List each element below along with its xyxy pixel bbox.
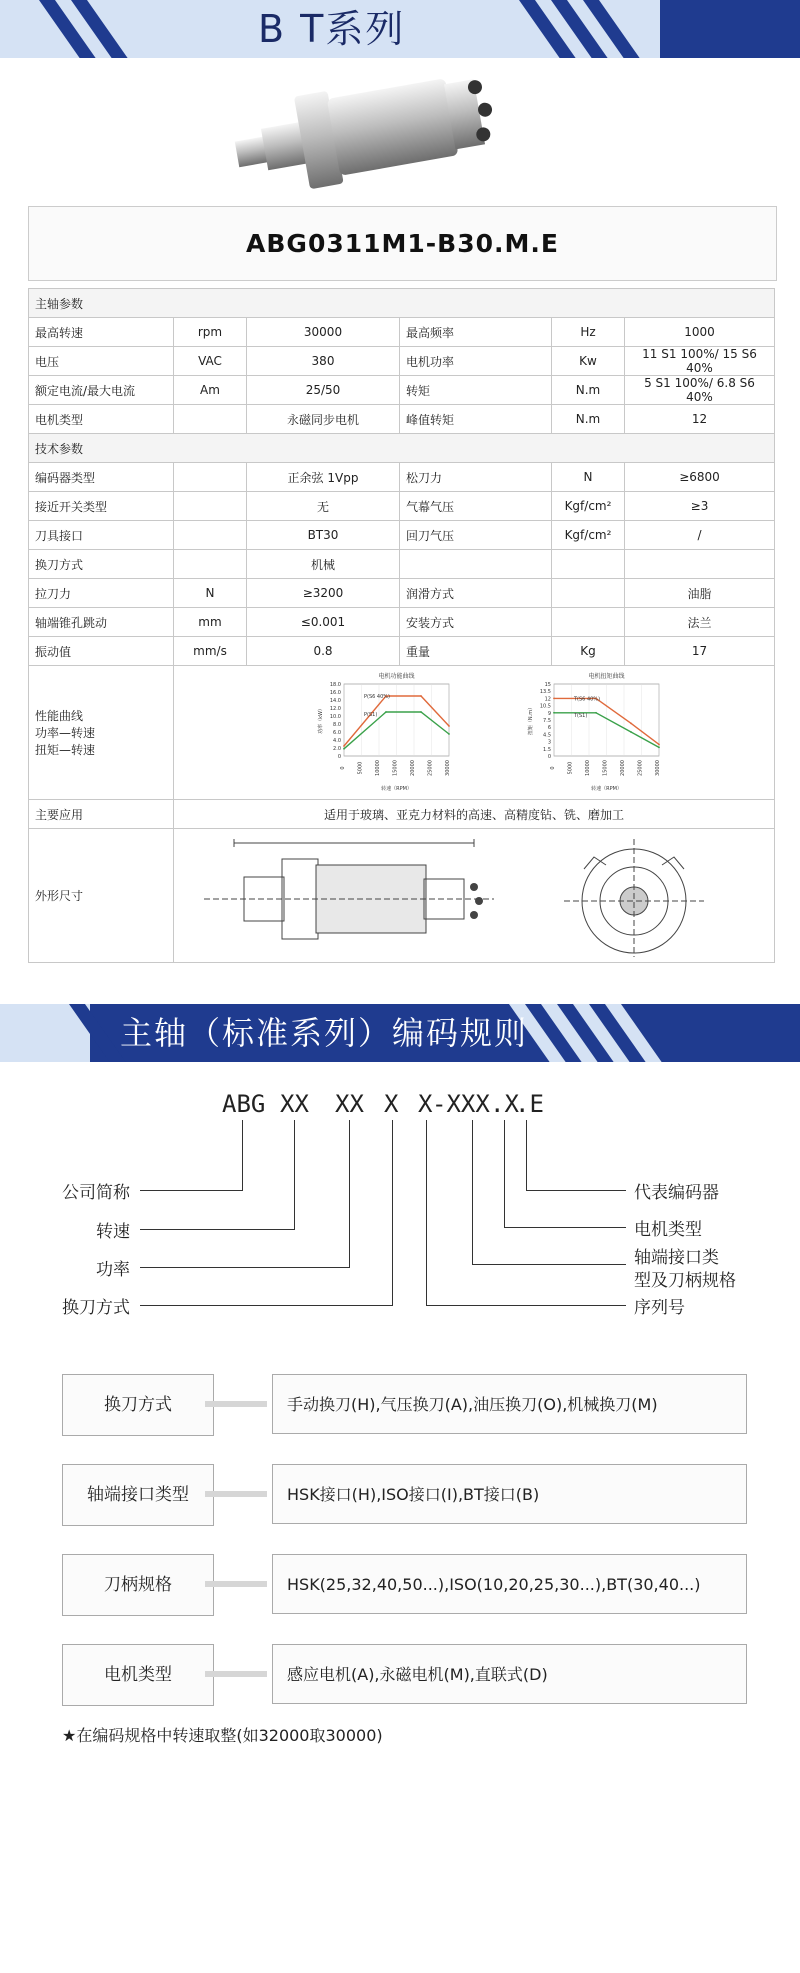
param-unit: N xyxy=(174,579,247,608)
param-value: 5 S1 100%/ 6.8 S6 40% xyxy=(625,376,775,405)
param-value: ≥3200 xyxy=(247,579,400,608)
spindle-product-image xyxy=(225,66,515,196)
table-row xyxy=(29,800,775,829)
table-row xyxy=(29,347,775,376)
enc-label-interface-2: 型及刀柄规格 xyxy=(634,1271,736,1291)
table-row xyxy=(29,463,775,492)
x-tick-label: 5000 xyxy=(357,761,364,775)
y-tick-label: 4.5 xyxy=(543,732,551,739)
rule-name: 轴端接口类型 xyxy=(62,1464,214,1526)
data-point xyxy=(553,698,555,700)
param-unit: mm/s xyxy=(174,637,247,666)
connector-line xyxy=(472,1120,473,1265)
spec-table xyxy=(28,288,775,963)
param-unit xyxy=(174,492,247,521)
param-label: 回刀气压 xyxy=(400,521,552,550)
y-tick-label: 3 xyxy=(547,739,551,746)
code-part: X xyxy=(384,1090,399,1118)
param-value: 法兰 xyxy=(625,608,775,637)
param-value: BT30 xyxy=(247,521,400,550)
param-label: 最高频率 xyxy=(400,318,552,347)
enc-label-power: 功率 xyxy=(96,1260,130,1280)
param-unit: N.m xyxy=(552,405,625,434)
param-unit: N.m xyxy=(552,376,625,405)
param-label: 拉刀力 xyxy=(29,579,174,608)
y-axis-label: 功率（kW） xyxy=(318,706,324,734)
x-tick-label: 15000 xyxy=(602,760,609,776)
param-label: 振动值 xyxy=(29,637,174,666)
y-tick-label: 18.0 xyxy=(329,682,341,688)
data-point xyxy=(420,695,422,697)
enc-label-company: 公司简称 xyxy=(62,1183,130,1203)
table-row xyxy=(29,492,775,521)
param-label: 轴端锥孔跳动 xyxy=(29,608,174,637)
y-tick-label: 0 xyxy=(547,754,551,760)
rule-divider xyxy=(205,1401,267,1407)
x-tick-label: 15000 xyxy=(392,760,399,776)
chart-title: 电机功能曲线 xyxy=(378,673,415,680)
connector-line xyxy=(349,1120,350,1268)
param-value: / xyxy=(625,521,775,550)
data-point xyxy=(385,711,387,713)
param-unit: Kgf/cm² xyxy=(552,492,625,521)
param-unit: Hz xyxy=(552,318,625,347)
param-unit xyxy=(174,521,247,550)
param-unit xyxy=(174,550,247,579)
rule-divider xyxy=(205,1671,267,1677)
code-part: .E xyxy=(515,1090,544,1118)
table-row xyxy=(29,521,775,550)
page-title: B T系列 xyxy=(258,7,406,51)
connector-line xyxy=(294,1120,295,1230)
rule-desc: 手动换刀(H),气压换刀(A),油压换刀(O),机械换刀(M) xyxy=(272,1374,747,1434)
param-label: 编码器类型 xyxy=(29,463,174,492)
param-value: 永磁同步电机 xyxy=(247,405,400,434)
rule-desc: HSK(25,32,40,50...),ISO(10,20,25,30...),BT(30,40...) xyxy=(272,1554,747,1614)
code-part: .X xyxy=(490,1090,519,1118)
param-value: 25/50 xyxy=(247,376,400,405)
param-label: 重量 xyxy=(400,637,552,666)
param-label: 接近开关类型 xyxy=(29,492,174,521)
connector-line xyxy=(504,1227,626,1228)
x-tick-label: 30000 xyxy=(445,760,451,776)
header-banner xyxy=(0,0,800,58)
code-part: XX xyxy=(280,1090,309,1118)
param-label: 松刀力 xyxy=(400,463,552,492)
y-tick-label: 12 xyxy=(544,696,551,703)
data-point xyxy=(630,722,632,724)
param-unit xyxy=(552,608,625,637)
series-label: P(S1) xyxy=(364,712,378,718)
connector-line xyxy=(140,1190,242,1191)
series-label: P(S6 40%) xyxy=(364,694,390,700)
param-label: 峰值转矩 xyxy=(400,405,552,434)
enc-label-encoder: 代表编码器 xyxy=(634,1183,719,1203)
encoding-banner xyxy=(0,1004,800,1062)
rule-name: 刀柄规格 xyxy=(62,1554,214,1616)
y-tick-label: 10.5 xyxy=(539,703,551,710)
table-row xyxy=(29,550,775,579)
x-tick-label: 10000 xyxy=(375,760,381,776)
y-axis-label: 扭矩（N.m） xyxy=(528,704,534,736)
param-value: ≥3 xyxy=(625,492,775,521)
perf-label: 扭矩—转速 xyxy=(35,743,96,757)
data-point xyxy=(343,745,345,747)
y-tick-label: 9 xyxy=(547,710,551,717)
connector-line xyxy=(526,1120,527,1191)
enc-label-toolchange: 换刀方式 xyxy=(62,1298,130,1318)
model-title: ABG0311M1-B30.M.E xyxy=(28,206,777,281)
param-label: 电压 xyxy=(29,347,174,376)
perf-label: 性能曲线 xyxy=(35,709,84,723)
y-tick-label: 14.0 xyxy=(329,698,341,704)
dim-drawing-cell xyxy=(174,829,775,963)
param-value: 30000 xyxy=(247,318,400,347)
param-label: 润滑方式 xyxy=(400,579,552,608)
param-unit xyxy=(552,579,625,608)
rule-desc: HSK接口(H),ISO接口(I),BT接口(B) xyxy=(272,1464,747,1524)
connector-line xyxy=(140,1305,392,1306)
enc-label-serial: 序列号 xyxy=(634,1298,685,1318)
y-tick-label: 7.5 xyxy=(543,718,551,724)
param-value: 0.8 xyxy=(247,637,400,666)
connector-line xyxy=(426,1120,427,1306)
param-value: 机械 xyxy=(247,550,400,579)
y-tick-label: 13.5 xyxy=(539,689,551,696)
table-row xyxy=(29,405,775,434)
data-point xyxy=(658,744,660,746)
param-label: 安装方式 xyxy=(400,608,552,637)
rule-divider xyxy=(205,1581,267,1587)
connector-line xyxy=(242,1120,243,1191)
connector-line xyxy=(426,1305,626,1306)
rule-name: 电机类型 xyxy=(62,1644,214,1706)
series-label: T(S6 40%) xyxy=(574,696,601,703)
perf-label-cell xyxy=(29,666,174,800)
x-tick-label: 20000 xyxy=(620,760,626,776)
dimension-drawing xyxy=(174,829,774,959)
x-tick-label: 25000 xyxy=(427,760,434,776)
param-value: 380 xyxy=(247,347,400,376)
data-point xyxy=(553,712,555,714)
param-unit: Kgf/cm² xyxy=(552,521,625,550)
param-value: 正余弦 1Vpp xyxy=(247,463,400,492)
data-point xyxy=(420,711,422,713)
param-unit xyxy=(552,550,625,579)
param-label: 换刀方式 xyxy=(29,550,174,579)
param-value: 12 xyxy=(625,405,775,434)
app-label: 主要应用 xyxy=(29,800,174,829)
param-label: 电机功率 xyxy=(400,347,552,376)
x-tick-label: 30000 xyxy=(655,760,661,776)
rule-name: 换刀方式 xyxy=(62,1374,214,1436)
encoding-title: 主轴（标准系列）编码规则 xyxy=(120,1014,529,1052)
y-tick-label: 16.0 xyxy=(329,690,341,696)
param-label: 额定电流/最大电流 xyxy=(29,376,174,405)
param-unit: Kw xyxy=(552,347,625,376)
data-point xyxy=(343,748,345,750)
connector-line xyxy=(392,1120,393,1306)
param-value: 11 S1 100%/ 15 S6 40% xyxy=(625,347,775,376)
param-label: 转矩 xyxy=(400,376,552,405)
param-label xyxy=(400,550,552,579)
connector-line xyxy=(526,1190,626,1191)
param-value: 17 xyxy=(625,637,775,666)
footnote: ★在编码规格中转速取整(如32000取30000) xyxy=(62,1726,383,1745)
enc-label-interface: 轴端接口类 xyxy=(634,1248,719,1268)
x-axis-label: 转速（RPM） xyxy=(591,786,622,792)
section-tech: 技术参数 xyxy=(29,434,775,463)
y-tick-label: 6 xyxy=(547,725,551,732)
app-value: 适用于玻璃、亚克力材料的高速、高精度钻、铣、磨加工 xyxy=(174,800,775,829)
enc-label-motor-type: 电机类型 xyxy=(634,1220,702,1240)
dim-label: 外形尺寸 xyxy=(29,829,174,963)
y-tick-label: 8.0 xyxy=(333,722,341,728)
perf-row xyxy=(29,666,775,800)
connector-line xyxy=(472,1264,626,1265)
y-tick-label: 15 xyxy=(544,682,551,688)
x-tick-label: 5000 xyxy=(567,761,574,775)
table-row xyxy=(29,376,775,405)
y-tick-label: 4.0 xyxy=(333,738,341,744)
param-unit xyxy=(174,463,247,492)
param-label: 气幕气压 xyxy=(400,492,552,521)
code-part: -XXX xyxy=(432,1090,490,1118)
param-value: ≥6800 xyxy=(625,463,775,492)
rule-desc: 感应电机(A),永磁电机(M),直联式(D) xyxy=(272,1644,747,1704)
data-point xyxy=(595,712,597,714)
chart-title: 电机扭矩曲线 xyxy=(588,673,625,680)
param-label: 刀具接口 xyxy=(29,521,174,550)
connector-line xyxy=(140,1267,349,1268)
series-label: T(S1) xyxy=(574,712,588,719)
y-tick-label: 12.0 xyxy=(329,706,341,712)
x-tick-label: 0 xyxy=(550,766,556,770)
x-tick-label: 25000 xyxy=(637,760,644,776)
param-unit: Am xyxy=(174,376,247,405)
section-row xyxy=(29,289,775,318)
section-main: 主轴参数 xyxy=(29,289,775,318)
connector-line xyxy=(504,1120,505,1228)
x-tick-label: 0 xyxy=(340,766,346,770)
param-unit: Kg xyxy=(552,637,625,666)
rule-divider xyxy=(205,1491,267,1497)
perf-label: 功率—转速 xyxy=(35,726,96,740)
enc-label-speed: 转速 xyxy=(96,1222,130,1242)
param-unit: VAC xyxy=(174,347,247,376)
dim-row xyxy=(29,829,775,963)
data-point xyxy=(630,731,632,733)
section-row xyxy=(29,434,775,463)
connector-line xyxy=(140,1229,294,1230)
perf-chart-cell xyxy=(174,666,775,800)
param-unit: rpm xyxy=(174,318,247,347)
param-unit xyxy=(174,405,247,434)
code-part: XX xyxy=(335,1090,364,1118)
table-row xyxy=(29,637,775,666)
x-tick-label: 20000 xyxy=(410,760,416,776)
y-tick-label: 10.0 xyxy=(329,714,341,720)
data-point xyxy=(448,725,450,727)
param-value: ≤0.001 xyxy=(247,608,400,637)
code-part: X xyxy=(418,1090,433,1118)
x-axis-label: 转速（RPM） xyxy=(381,786,412,792)
table-row xyxy=(29,608,775,637)
y-tick-label: 2.0 xyxy=(333,746,341,752)
param-value xyxy=(625,550,775,579)
param-label: 最高转速 xyxy=(29,318,174,347)
code-part: ABG xyxy=(222,1090,266,1118)
param-unit: mm xyxy=(174,608,247,637)
data-point xyxy=(658,746,660,748)
y-tick-label: 1.5 xyxy=(543,746,551,753)
param-unit: N xyxy=(552,463,625,492)
data-point xyxy=(448,733,450,735)
y-tick-label: 0 xyxy=(337,754,341,760)
param-value: 无 xyxy=(247,492,400,521)
y-tick-label: 6.0 xyxy=(333,730,341,736)
performance-charts xyxy=(174,666,774,796)
table-row xyxy=(29,579,775,608)
table-row xyxy=(29,318,775,347)
param-label: 电机类型 xyxy=(29,405,174,434)
param-value: 油脂 xyxy=(625,579,775,608)
x-tick-label: 10000 xyxy=(585,760,591,776)
param-value: 1000 xyxy=(625,318,775,347)
